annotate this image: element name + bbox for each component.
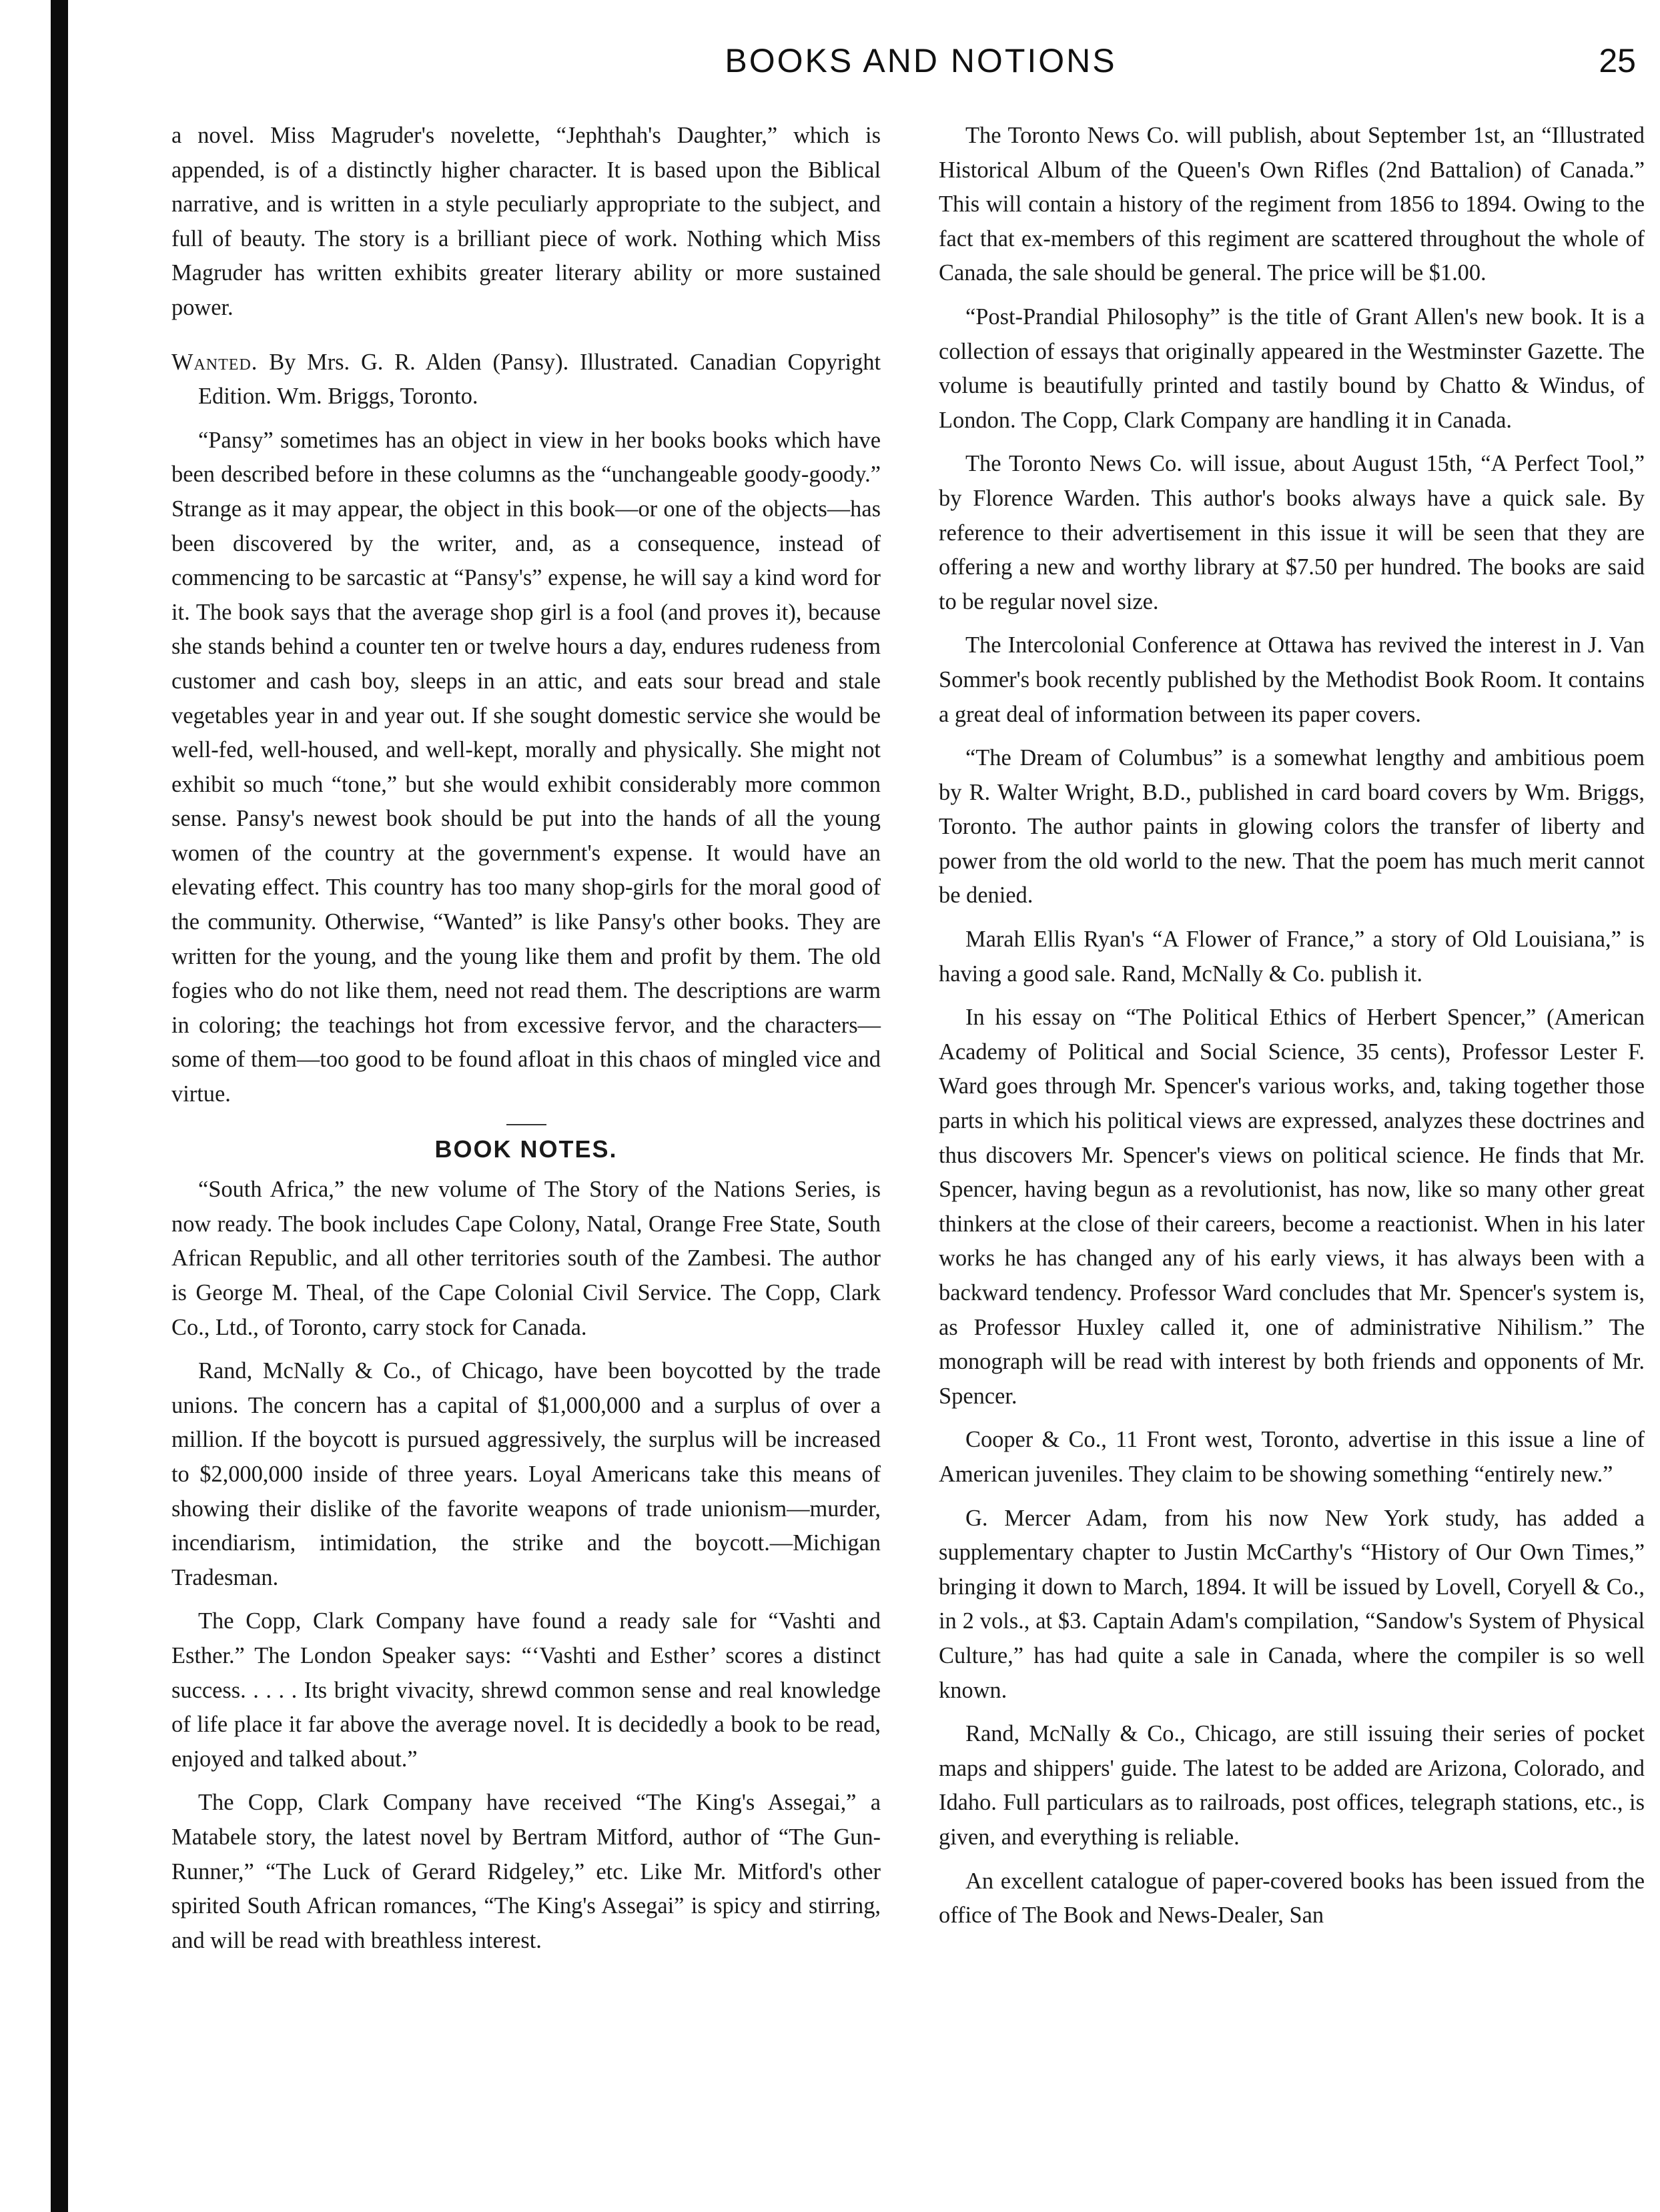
paragraph-pansy-review: “Pansy” sometimes has an object in view in her books books which have been described before in these columns as the “unchangeable goody-goody.” Strange as it may appear, the object in this book—or one of the objects—has been discovered by the writer, and, as a consequence, instead of commencing to be sarcastic at “Pansy's” expense, he will say a kind word for it. The book says that the average shop girl is a fool (and proves it), because she stands behind a counter ten or twelve hours a day, endures rudeness from customer and cash boy, sleeps in an attic, and eats sour bread and stale vegetables year in and year out. If she sought domestic service she would be well-fed, well-housed, and well-kept, morally and physically. She might not exhibit so much “tone,” but she would exhibit considerably more common sense. Pansy's newest book should be put into the hands of all the young women of the country at the government's expense. It would have an elevating effect. This country has too many shop-girls for the moral good of the community. Otherwise, “Wanted” is like Pansy's other books. They are written for the young, and the young like them and profit by them. The old fogies who do not like them, need not read them. The descriptions are warm in coloring; the teachings hot from excessive fervor, and the characters—some of them—too good to be found afloat in this chaos of mingled vice and virtue.: [171, 427, 881, 1107]
paragraph-cooper-co: Cooper & Co., 11 Front west, Toronto, advertise in this issue a line of American juveniles. They claim to be showing something “entirely new.”: [939, 1427, 1645, 1487]
paragraph-mercer-adam: G. Mercer Adam, from his now New York study, has added a supplementary chapter to Justin McCarthy's “History of Our Own Times,” bringing it down to March, 1894. It will be issued by Lovell, Coryell & Co., in 2 vols., at $3. Captain Adam's compilation, “Sandow's System of Physical Culture,” has had quite a sale in Canada, where the compiler is so well known.: [939, 1505, 1645, 1703]
binding-edge-rule: [51, 0, 68, 2212]
paragraph-rand-mcnally-boycott: Rand, McNally & Co., of Chicago, have been boycotted by the trade unions. The concern has a capital of $1,000,000 and a surplus of over a million. If the boycott is pursued aggressively, the surplus will be increased to $2,000,000 inside of three years. Loyal Americans take this means of showing their dislike of the favorite weapons of trade unionism—murder, incendiarism, intimidation, the strike and the boycott.—Michigan Tradesman.: [171, 1358, 881, 1590]
wanted-book-meta: By Mrs. G. R. Alden (Pansy). Illustrated. Canadian Copyright Edition. Wm. Briggs, Toronto.: [198, 349, 881, 410]
section-divider: [506, 1124, 546, 1125]
paragraph-catalogue: An excellent catalogue of paper-covered books has been issued from the office of The Book and News-Dealer, San: [939, 1868, 1645, 1928]
wanted-book-entry: [171, 346, 881, 414]
paragraph-intercolonial: The Intercolonial Conference at Ottawa has revived the interest in J. Van Sommer's book recently published by the Methodist Book Room. It contains a great deal of information between its paper covers.: [939, 632, 1645, 727]
wanted-book-title: Wanted.: [171, 349, 258, 375]
left-column: [171, 119, 881, 1967]
paragraph-magruder-review: a novel. Miss Magruder's novelette, “Jephthah's Daughter,” which is appended, is of a distinctly higher character. It is based upon the Biblical narrative, and is written in a style peculiarly appropriate to the subject, and full of beauty. The story is a brilliant piece of work. Nothing which Miss Magruder has written exhibits greater literary ability or more sustained power.: [171, 123, 881, 320]
paragraph-south-africa: “South Africa,” the new volume of The Story of the Nations Series, is now ready. The book includes Cape Colony, Natal, Orange Free State, South African Republic, and all other territories south of the Zambesi. The author is George M. Theal, of the Cape Colonial Civil Service. The Copp, Clark Co., Ltd., of Toronto, carry stock for Canada.: [171, 1177, 881, 1340]
section-heading-book-notes: BOOK NOTES.: [434, 1135, 618, 1163]
paragraph-queens-own-album: The Toronto News Co. will publish, about September 1st, an “Illustrated Historical Album of the Queen's Own Rifles (2nd Battalion) of Canada.” This will contain a history of the regiment from 1856 to 1894. Owing to the fact that ex-members of this regiment are scattered throughout the whole of Canada, the sale should be general. The price will be $1.00.: [939, 123, 1645, 286]
paragraph-kings-assegai: The Copp, Clark Company have received “The King's Assegai,” a Matabele story, the latest novel by Bertram Mitford, author of “The Gun-Runner,” “The Luck of Gerard Ridgeley,” etc. Like Mr. Mitford's other spirited South African romances, “The King's Assegai” is spicy and stirring, and will be read with breathless interest.: [171, 1790, 881, 1953]
right-column: [939, 119, 1645, 1943]
paragraph-pocket-maps: Rand, McNally & Co., Chicago, are still issuing their series of pocket maps and shippers' guide. The latest to be added are Arizona, Colorado, and Idaho. Full particulars as to railroads, post offices, telegraph stations, etc., is given, and everything is reliable.: [939, 1721, 1645, 1850]
paragraph-perfect-tool: The Toronto News Co. will issue, about August 15th, “A Perfect Tool,” by Florence Warden. This author's books always have a quick sale. By reference to their advertisement in this issue it will be seen that they are offering a new and worthy library at $7.50 per hundred. The books are said to be regular novel size.: [939, 451, 1645, 614]
paragraph-vashti-esther: The Copp, Clark Company have found a ready sale for “Vashti and Esther.” The London Speaker says: “‘Vashti and Esther’ scores a distinct success. . . . . Its bright vivacity, shrewd common sense and real knowledge of life place it far above the average novel. It is decidedly a book to be read, enjoyed and talked about.”: [171, 1608, 881, 1772]
paragraph-dream-columbus: “The Dream of Columbus” is a somewhat lengthy and ambitious poem by R. Walter Wright, B.D., published in card board covers by Wm. Briggs, Toronto. The author paints in glowing colors the transfer of liberty and power from the old world to the new. That the poem has much merit cannot be denied.: [939, 745, 1645, 909]
paragraph-spencer-ethics: In his essay on “The Political Ethics of Herbert Spencer,” (American Academy of Political and Social Science, 35 cents), Professor Lester F. Ward goes through Mr. Spencer's various works, and, taking together those parts in which his political views are expressed, analyzes these doctrines and thus discovers Mr. Spencer's views on political science. He finds that Mr. Spencer, having begun as a revolutionist, has now, like so many other great thinkers at the close of their careers, become a reactionist. When in his later works he has changed any of his early views, it has always been with a backward tendency. Professor Ward concludes that Mr. Spencer's system is, as Professor Huxley called it, one of administrative Nihilism.” The monograph will be read with interest by both friends and opponents of Mr. Spencer.: [939, 1005, 1645, 1409]
running-header: BOOKS AND NOTIONS: [725, 42, 1117, 79]
paragraph-post-prandial: “Post-Prandial Philosophy” is the title of Grant Allen's new book. It is a collection of essays that originally appeared in the Westminster Gazette. The volume is beautifully printed and tastily bound by Chatto & Windus, of London. The Copp, Clark Company are handling it in Canada.: [939, 304, 1645, 433]
paragraph-flower-of-france: Marah Ellis Ryan's “A Flower of France,” a story of Old Louisiana,” is having a good sale. Rand, McNally & Co. publish it.: [939, 927, 1645, 987]
page-number: 25: [1599, 42, 1636, 79]
